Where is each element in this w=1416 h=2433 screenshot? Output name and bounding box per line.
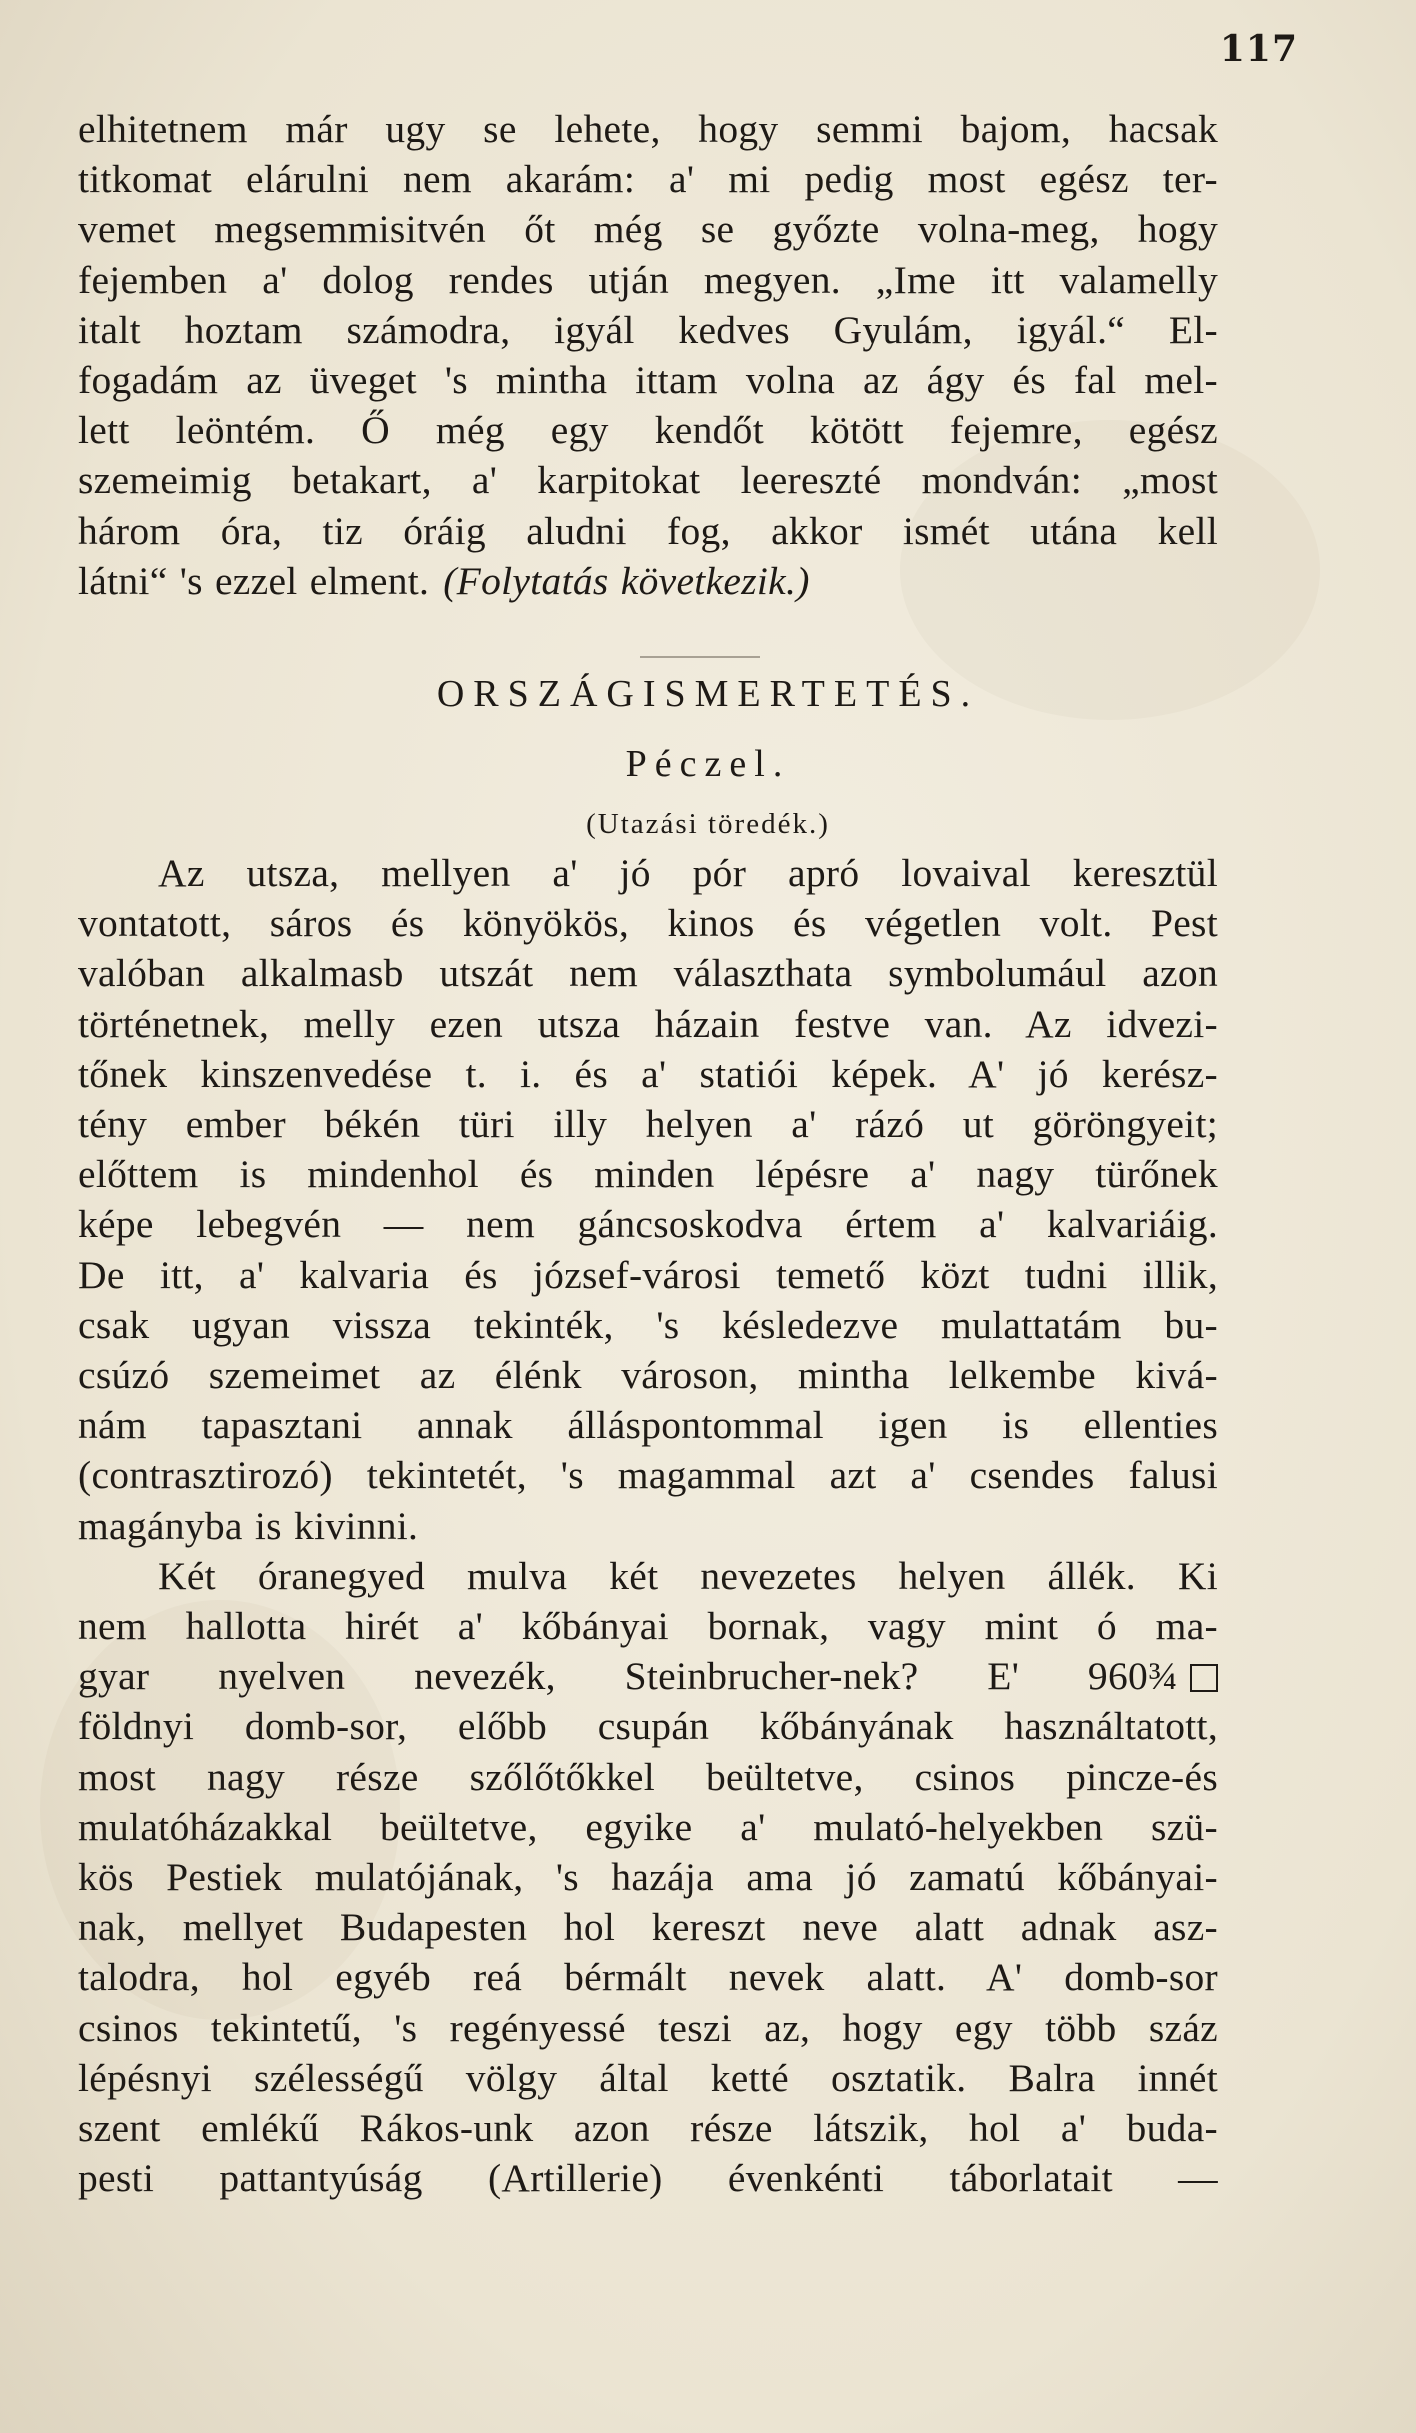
line-text: nem hallotta hirét a' kőbányai bornak, vagy mint ó ma- <box>78 1604 1218 1649</box>
paragraph-2-line <box>78 1601 1218 1651</box>
line-text: fogadám az üveget 's mintha ittam volna az ágy és fal mel- <box>78 358 1218 403</box>
paragraph-2-line <box>78 2103 1218 2153</box>
paragraph-1-line <box>78 948 1218 998</box>
text-line <box>78 154 1218 204</box>
line-text: képe lebegvén — nem gáncsoskodva értem a' kalvariáig. <box>78 1202 1218 1247</box>
line-text: talodra, hol egyéb reá bérmált nevek alatt. A' domb-sor <box>78 1955 1218 2000</box>
line-text: három óra, tiz óráig aludni fog, akkor ismét utána kell <box>78 508 1218 553</box>
to-be-continued-note: (Folytatás következik.) <box>443 558 810 603</box>
paragraph-2-line <box>78 1902 1218 1952</box>
paragraph-2-line <box>78 1651 1218 1701</box>
continuation-text <box>78 104 1218 606</box>
section-divider <box>640 656 760 658</box>
line-text: fejemben a' dolog rendes utján megyen. „Ime itt valamelly <box>78 257 1218 302</box>
line-text: látni“ 's ezzel elment. <box>78 558 430 603</box>
line-text: csak ugyan vissza tekinték, 's késledezve mulattatám bu- <box>78 1302 1218 1347</box>
paragraph-2-line <box>78 2153 1218 2203</box>
line-text: gyar nyelven nevezék, Steinbrucher-nek? E' 960¾ <box>78 1654 1178 1699</box>
text-line <box>78 455 1218 505</box>
line-text: vemet megsemmisitvén őt még se győzte volna-meg, hogy <box>78 207 1218 252</box>
text-line <box>78 405 1218 455</box>
line-text: történetnek, melly ezen utsza házain festve van. Az idvezi- <box>78 1001 1218 1046</box>
text-line <box>78 255 1218 305</box>
text-line <box>78 104 1218 154</box>
paragraph-1-line <box>78 898 1218 948</box>
paragraph-2-line <box>78 1701 1218 1751</box>
paragraph-2-line <box>78 2003 1218 2053</box>
line-text: pesti pattantyúság (Artillerie) évenkénti táborlatait — <box>78 2156 1218 2201</box>
paragraph-1-line <box>78 1149 1218 1199</box>
section-subtitle: Péczel. <box>625 743 791 785</box>
line-text: csinos tekintetű, 's regényessé teszi az, hogy egy több száz <box>78 2005 1218 2050</box>
line-text: szent emlékű Rákos-unk azon része látszik, hol a' buda- <box>78 2106 1218 2151</box>
line-text: földnyi domb-sor, előbb csupán kőbányának használtatott, <box>78 1704 1218 1749</box>
line-text: nám tapasztani annak álláspontommal igen is ellenties <box>78 1403 1218 1448</box>
line-text: magányba is kivinni. <box>78 1503 419 1548</box>
line-text: De itt, a' kalvaria és józsef-városi temető közt tudni illik, <box>78 1252 1218 1297</box>
paragraph-2-line <box>78 1852 1218 1902</box>
line-text: tény ember békén türi illy helyen a' rázó ut göröngyeit; <box>78 1102 1218 1147</box>
line-text: lépésnyi szélességű völgy által ketté osztatik. Balra innét <box>78 2055 1218 2100</box>
paragraph-2-line <box>78 1551 1218 1601</box>
section-note: (Utazási töredék.) <box>586 808 830 840</box>
paragraph-2-line <box>78 1952 1218 2002</box>
paragraph-2-line <box>78 1752 1218 1802</box>
line-text: vontatott, sáros és könyökös, kinos és végetlen volt. Pest <box>78 901 1218 946</box>
line-text: italt hoztam számodra, igyál kedves Gyulám, igyál.“ El- <box>78 307 1218 352</box>
line-text: csúzó szemeimet az élénk városon, mintha lelkembe kivá- <box>78 1353 1218 1398</box>
line-text: Az utsza, mellyen a' jó pór apró lovaival keresztül <box>158 851 1218 895</box>
line-text: előttem is mindenhol és minden lépésre a' nagy türőnek <box>78 1152 1218 1197</box>
paragraph-1-line <box>78 1049 1218 1099</box>
paragraph-1-line <box>78 1199 1218 1249</box>
paragraph-1-line <box>78 848 1218 898</box>
line-text: most nagy része szőlőtőkkel beültetve, csinos pincze-és <box>78 1754 1218 1799</box>
text-line <box>78 305 1218 355</box>
line-text: Két óranegyed mulva két nevezetes helyen állék. Ki <box>158 1553 1218 1598</box>
page-number: 117 <box>1219 28 1298 70</box>
paragraph-1-line <box>78 1400 1218 1450</box>
line-text: kös Pestiek mulatójának, 's hazája ama jó zamatú kőbányai- <box>78 1855 1218 1900</box>
article-body <box>78 848 1218 2203</box>
section-title: ORSZÁGISMERTETÉS. <box>436 673 980 715</box>
paragraph-2-line <box>78 1802 1218 1852</box>
square-unit-symbol-icon <box>1190 1664 1218 1692</box>
line-text: szemeimig betakart, a' karpitokat leereszté mondván: „most <box>78 458 1218 503</box>
line-text: titkomat elárulni nem akarám: a' mi pedig most egész ter- <box>78 157 1218 202</box>
line-text: mulatóházakkal beültetve, egyike a' mulató-helyekben szü- <box>78 1804 1218 1849</box>
paragraph-1-line <box>78 1300 1218 1350</box>
line-text: (contrasztirozó) tekintetét, 's magammal azt a' csendes falusi <box>78 1453 1218 1498</box>
paragraph-1-line <box>78 1350 1218 1400</box>
line-text: valóban alkalmasb utszát nem választhata symbolumául azon <box>78 951 1218 996</box>
line-text: tőnek kinszenvedése t. i. és a' statiói képek. A' jó kerész- <box>78 1051 1218 1096</box>
text-line <box>78 204 1218 254</box>
continuation-last-line <box>78 556 1218 606</box>
paragraph-1-line <box>78 1501 1218 1551</box>
line-text: nak, mellyet Budapesten hol kereszt neve alatt adnak asz- <box>78 1905 1218 1950</box>
text-line <box>78 506 1218 556</box>
paragraph-1-line <box>78 1099 1218 1149</box>
paragraph-1-line <box>78 1450 1218 1500</box>
line-text: elhitetnem már ugy se lehete, hogy semmi bajom, hacsak <box>78 107 1218 151</box>
paragraph-1-line <box>78 1250 1218 1300</box>
text-line <box>78 355 1218 405</box>
line-text: lett leöntém. Ő még egy kendőt kötött fejemre, egész <box>78 408 1218 453</box>
paragraph-2-line <box>78 2053 1218 2103</box>
paragraph-1-line <box>78 999 1218 1049</box>
